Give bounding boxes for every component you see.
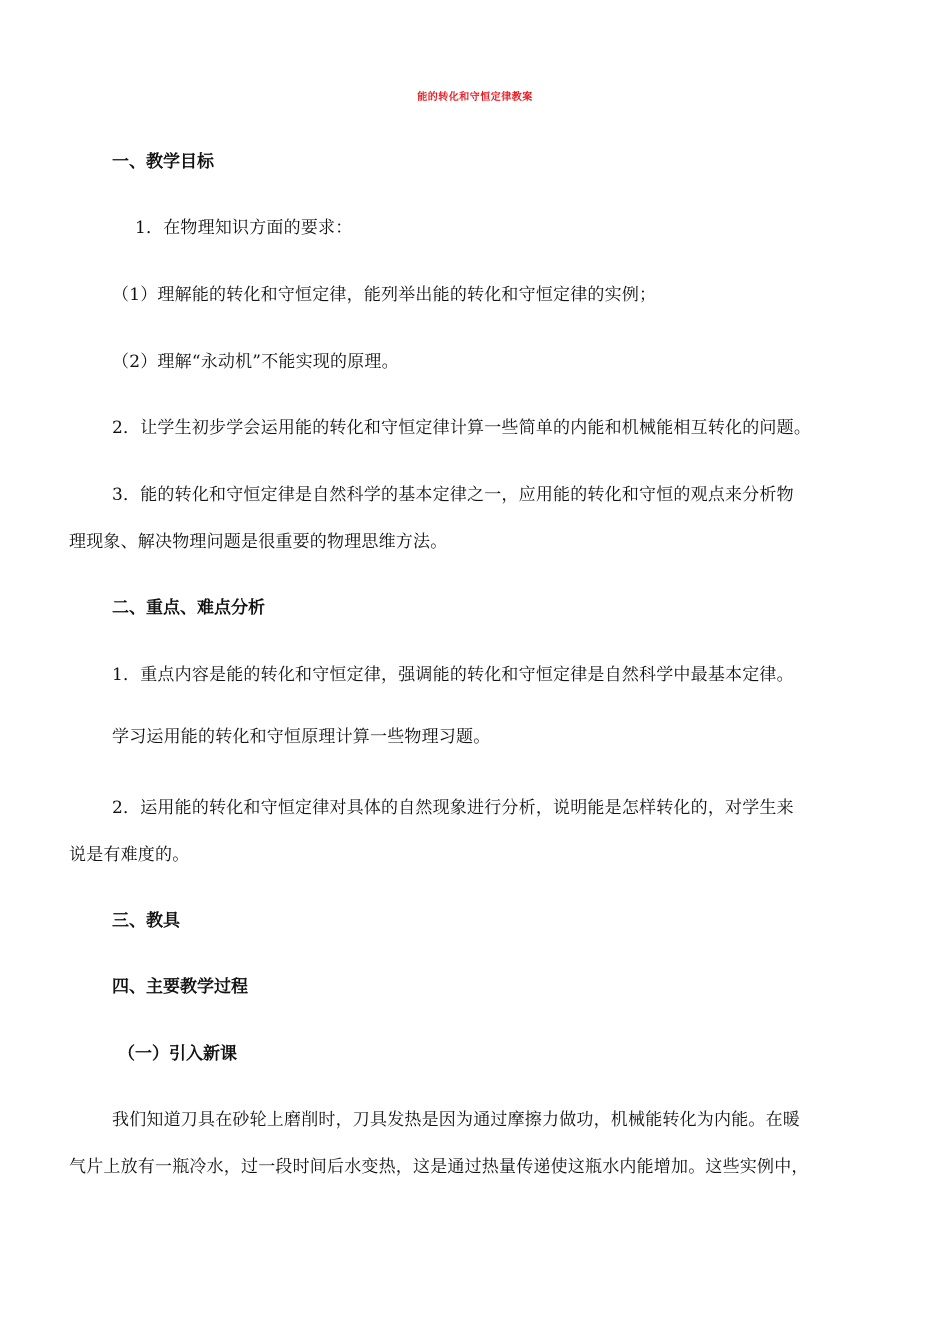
- section-heading-teaching-aids: 三、教具: [112, 911, 180, 931]
- section-heading-teaching-goals: 一、教学目标: [112, 152, 214, 172]
- section-heading-key-points: 二、重点、难点分析: [112, 598, 265, 618]
- intro-paragraph-line-2: 气片上放有一瓶冷水，过一段时间后水变热，这是通过热量传递使这瓶水内能增加。这些实例中，: [69, 1157, 809, 1177]
- goal-item-3-line-2: 理现象、解决物理问题是很重要的物理思维方法。: [69, 532, 448, 552]
- goal-item-3-line-1: 3．能的转化和守恒定律是自然科学的基本定律之一，应用能的转化和守恒的观点来分析物: [112, 485, 794, 505]
- document-title: 能的转化和守恒定律教案: [417, 92, 533, 103]
- section-heading-teaching-process: 四、主要教学过程: [112, 977, 248, 997]
- goal-subitem-1: （1）理解能的转化和守恒定律，能列举出能的转化和守恒定律的实例；: [112, 285, 657, 305]
- goal-subitem-2: （2）理解“永动机”不能实现的原理。: [112, 352, 399, 372]
- key-point-item-2-line-1: 2．运用能的转化和守恒定律对具体的自然现象进行分析，说明能是怎样转化的，对学生来: [112, 798, 794, 818]
- intro-paragraph-line-1: 我们知道刀具在砂轮上磨削时，刀具发热是因为通过摩擦力做功，机械能转化为内能。在暖: [112, 1110, 800, 1130]
- goal-item-1: 1．在物理知识方面的要求：: [135, 218, 353, 238]
- key-point-item-1-continued: 学习运用能的转化和守恒原理计算一些物理习题。: [112, 727, 491, 747]
- key-point-item-1: 1．重点内容是能的转化和守恒定律，强调能的转化和守恒定律是自然科学中最基本定律。: [112, 665, 794, 685]
- key-point-item-2-line-2: 说是有难度的。: [69, 845, 190, 865]
- goal-item-2: 2．让学生初步学会运用能的转化和守恒定律计算一些简单的内能和机械能相互转化的问题。: [112, 418, 812, 438]
- subsection-heading-introduction: （一）引入新课: [118, 1044, 237, 1064]
